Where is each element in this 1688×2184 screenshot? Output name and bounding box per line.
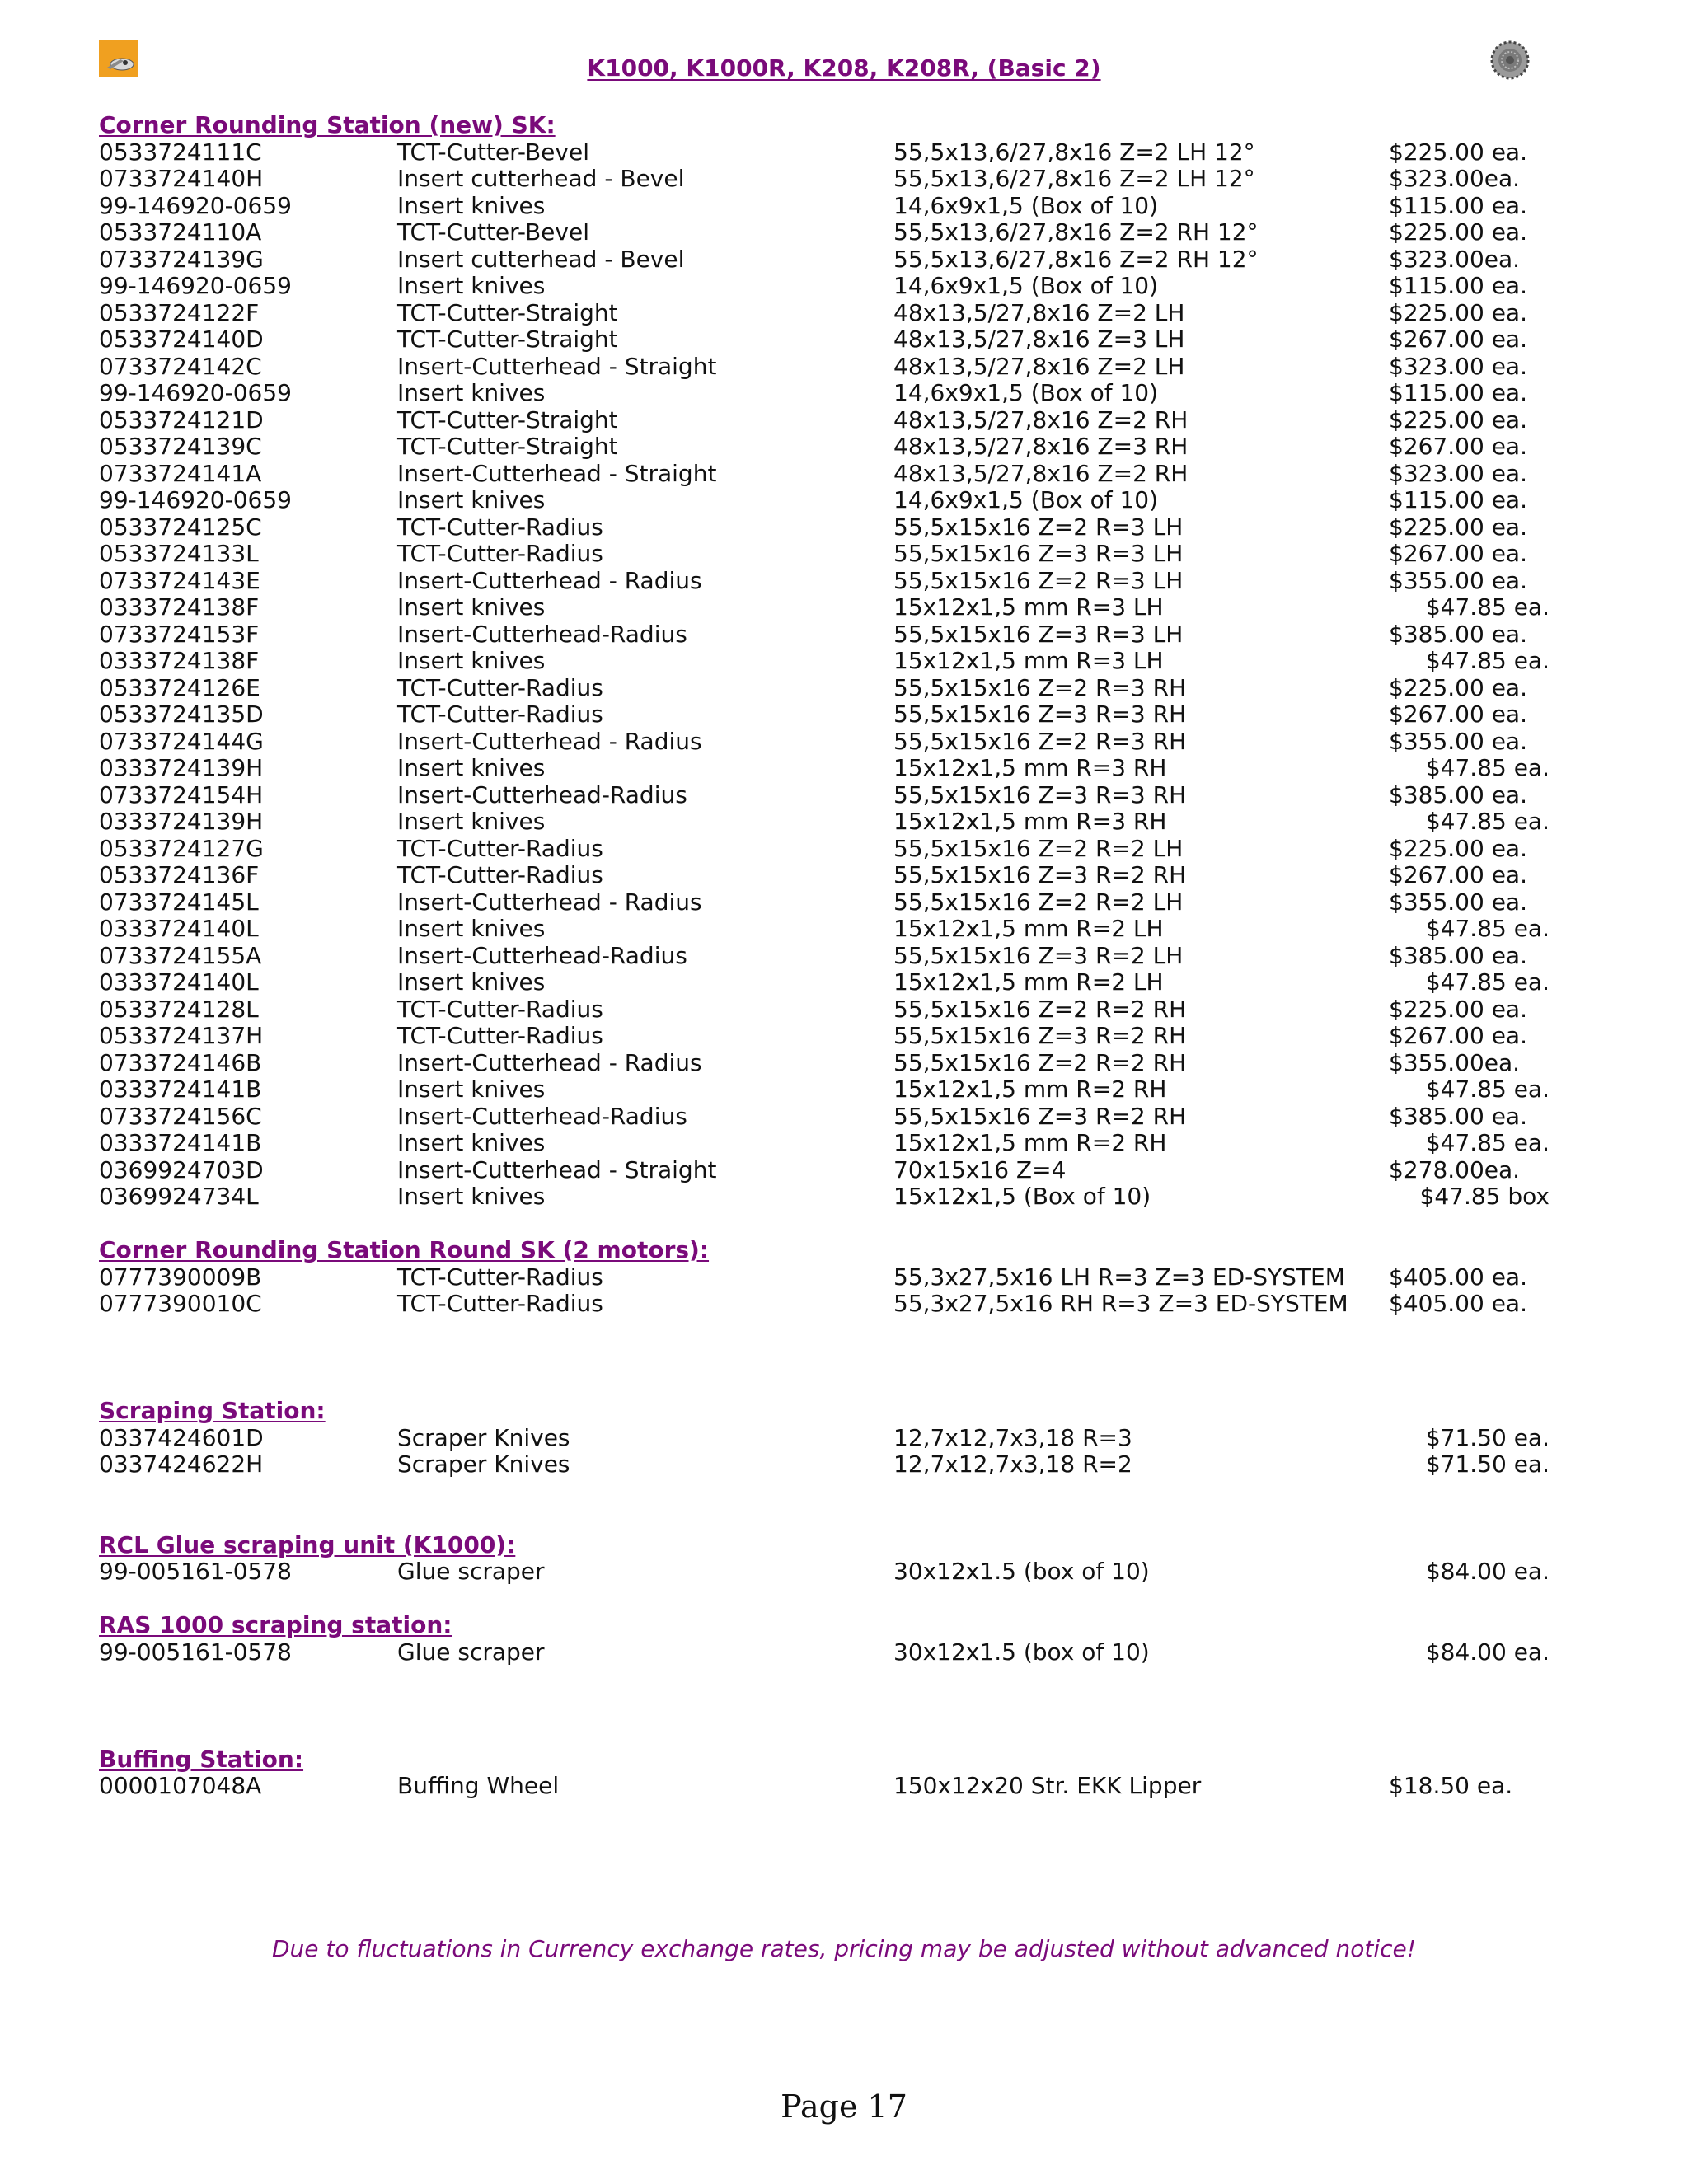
part-description: Insert-Cutterhead-Radius	[397, 620, 687, 648]
part-description: Insert-Cutterhead - Radius	[397, 888, 702, 916]
table-row	[99, 1157, 1591, 1184]
part-description: Insert-Cutterhead-Radius	[397, 780, 687, 808]
page-number: Page 17	[781, 2088, 907, 2125]
part-dimensions: 55,5x13,6/27,8x16 Z=2 RH 12°	[893, 245, 1259, 273]
part-description: Insert-Cutterhead-Radius	[397, 941, 687, 969]
part-description: Insert knives	[397, 379, 546, 406]
part-description: Insert knives	[397, 1129, 546, 1156]
table-row	[99, 808, 1591, 836]
table-row	[99, 1291, 1591, 1318]
part-dimensions: 55,5x15x16 Z=2 R=2 RH	[893, 1048, 1187, 1076]
part-number: 0733724139G	[99, 245, 264, 273]
part-dimensions: 55,5x15x16 Z=2 R=2 RH	[893, 995, 1187, 1023]
part-number: 0733724144G	[99, 727, 264, 755]
part-dimensions: 55,3x27,5x16 LH R=3 Z=3 ED-SYSTEM	[893, 1263, 1345, 1291]
part-dimensions: 15x12x1,5 mm R=2 LH	[893, 915, 1164, 942]
part-price: $47.85 ea.	[1425, 808, 1550, 835]
part-price: $225.00 ea.	[1389, 218, 1527, 246]
part-number: 0333724141B	[99, 1129, 262, 1156]
part-description: Insert-Cutterhead - Radius	[397, 727, 702, 755]
part-price: $385.00 ea.	[1389, 941, 1527, 969]
table-row	[99, 648, 1591, 675]
section	[99, 1398, 1591, 1479]
part-dimensions: 48x13,5/27,8x16 Z=2 LH	[893, 298, 1185, 326]
part-number: 0733724153F	[99, 620, 260, 648]
part-price: $225.00 ea.	[1389, 513, 1527, 541]
part-number: 0533724127G	[99, 834, 264, 862]
table-row	[99, 219, 1591, 246]
part-dimensions: 55,5x15x16 Z=2 R=2 LH	[893, 888, 1184, 916]
part-number: 0333724139H	[99, 754, 264, 781]
part-price: $355.00 ea.	[1389, 888, 1527, 916]
part-description: Insert cutterhead - Bevel	[397, 245, 685, 273]
part-dimensions: 14,6x9x1,5 (Box of 10)	[893, 191, 1159, 219]
part-dimensions: 48x13,5/27,8x16 Z=2 RH	[893, 405, 1189, 434]
part-description: Insert-Cutterhead - Radius	[397, 566, 702, 594]
part-number: 0533724133L	[99, 540, 259, 567]
table-row	[99, 1425, 1591, 1452]
part-description: TCT-Cutter-Straight	[397, 433, 618, 460]
part-number: 0533724128L	[99, 995, 259, 1023]
part-dimensions: 55,5x15x16 Z=3 R=3 RH	[893, 780, 1187, 808]
part-number: 0733724155A	[99, 941, 262, 969]
part-number: 0533724111C	[99, 138, 262, 166]
table-row	[99, 1183, 1591, 1211]
table-row	[99, 568, 1591, 595]
part-dimensions: 15x12x1,5 (Box of 10)	[893, 1183, 1151, 1210]
part-description: TCT-Cutter-Straight	[397, 326, 618, 353]
part-price: $405.00 ea.	[1389, 1263, 1527, 1291]
part-price: $225.00 ea.	[1389, 405, 1527, 434]
part-price: $47.85 ea.	[1425, 754, 1550, 781]
table-row	[99, 541, 1591, 568]
part-number: 0733724143E	[99, 566, 260, 594]
table-row	[99, 380, 1591, 407]
table-row	[99, 246, 1591, 274]
part-number: 0777390009B	[99, 1263, 262, 1291]
table-row	[99, 836, 1591, 863]
part-dimensions: 12,7x12,7x3,18 R=3	[893, 1423, 1132, 1451]
part-number: 0533724121D	[99, 405, 264, 434]
table-row	[99, 461, 1591, 488]
part-description: Insert knives	[397, 968, 546, 996]
part-number: 0337424601D	[99, 1423, 264, 1451]
table-row	[99, 273, 1591, 300]
spacer	[99, 1318, 1591, 1399]
part-dimensions: 15x12x1,5 mm R=3 RH	[893, 808, 1167, 835]
section-title: Scraping Station:	[99, 1397, 326, 1424]
part-price: $267.00 ea.	[1389, 861, 1527, 888]
part-dimensions: 15x12x1,5 mm R=2 LH	[893, 968, 1164, 996]
part-dimensions: 14,6x9x1,5 (Box of 10)	[893, 272, 1159, 299]
part-price: $84.00 ea.	[1425, 1558, 1550, 1585]
part-description: Insert-Cutterhead - Straight	[397, 459, 717, 487]
part-dimensions: 15x12x1,5 mm R=2 RH	[893, 1076, 1167, 1103]
part-number: 0369924703D	[99, 1155, 264, 1183]
table-row	[99, 862, 1591, 889]
table-row	[99, 407, 1591, 434]
table-row	[99, 996, 1591, 1024]
part-price: $323.00ea.	[1389, 165, 1521, 192]
part-price: $47.85 ea.	[1425, 1076, 1550, 1103]
part-number: 99-005161-0578	[99, 1638, 292, 1666]
part-dimensions: 15x12x1,5 mm R=3 RH	[893, 754, 1167, 781]
part-number: 0733724145L	[99, 888, 259, 916]
table-row	[99, 1023, 1591, 1050]
part-number: 0533724122F	[99, 298, 260, 326]
part-dimensions: 15x12x1,5 mm R=3 LH	[893, 593, 1164, 621]
part-dimensions: 55,5x15x16 Z=3 R=2 RH	[893, 861, 1187, 888]
part-number: 0533724125C	[99, 513, 262, 541]
part-dimensions: 55,5x15x16 Z=2 R=3 LH	[893, 566, 1184, 594]
part-dimensions: 55,5x15x16 Z=3 R=3 LH	[893, 540, 1184, 567]
table-row	[99, 193, 1591, 220]
part-description: Scraper Knives	[397, 1423, 570, 1451]
part-number: 0733724154H	[99, 780, 264, 808]
part-dimensions: 70x15x16 Z=4	[893, 1155, 1067, 1183]
part-description: TCT-Cutter-Radius	[397, 1263, 603, 1291]
part-description: TCT-Cutter-Radius	[397, 834, 603, 862]
part-dimensions: 55,5x15x16 Z=2 R=3 LH	[893, 513, 1184, 541]
part-number: 99-146920-0659	[99, 272, 292, 299]
part-price: $267.00 ea.	[1389, 433, 1527, 460]
part-dimensions: 48x13,5/27,8x16 Z=3 RH	[893, 433, 1189, 460]
part-number: 0333724138F	[99, 593, 260, 621]
part-price: $323.00 ea.	[1389, 352, 1527, 380]
part-dimensions: 55,5x15x16 Z=2 R=3 RH	[893, 673, 1187, 701]
part-description: TCT-Cutter-Bevel	[397, 138, 589, 166]
table-row	[99, 1639, 1591, 1666]
table-row	[99, 1050, 1591, 1077]
part-number: 0733724146B	[99, 1048, 262, 1076]
part-price: $355.00ea.	[1389, 1048, 1521, 1076]
section-title: Corner Rounding Station Round SK (2 motors):	[99, 1236, 710, 1263]
part-price: $385.00 ea.	[1389, 1102, 1527, 1130]
part-dimensions: 55,5x15x16 Z=3 R=2 RH	[893, 1022, 1187, 1049]
part-price: $225.00 ea.	[1389, 673, 1527, 701]
part-price: $84.00 ea.	[1425, 1638, 1550, 1666]
spacer	[99, 1479, 1591, 1532]
part-description: TCT-Cutter-Bevel	[397, 218, 589, 246]
part-description: Insert knives	[397, 272, 546, 299]
part-description: Insert knives	[397, 593, 546, 621]
section	[99, 1746, 1591, 1800]
part-price: $47.85 ea.	[1425, 647, 1550, 674]
part-dimensions: 55,5x13,6/27,8x16 Z=2 LH 12°	[893, 138, 1255, 166]
part-number: 0533724139C	[99, 433, 262, 460]
part-number: 0533724126E	[99, 673, 260, 701]
table-row	[99, 326, 1591, 354]
part-dimensions: 55,5x15x16 Z=3 R=2 LH	[893, 941, 1184, 969]
part-description: Glue scraper	[397, 1558, 545, 1585]
part-description: TCT-Cutter-Radius	[397, 540, 603, 567]
part-dimensions: 55,5x15x16 Z=3 R=3 RH	[893, 701, 1187, 728]
part-dimensions: 48x13,5/27,8x16 Z=2 RH	[893, 459, 1189, 487]
part-dimensions: 55,3x27,5x16 RH R=3 Z=3 ED-SYSTEM	[893, 1290, 1348, 1317]
part-number: 0777390010C	[99, 1290, 262, 1317]
part-price: $355.00 ea.	[1389, 566, 1527, 594]
part-number: 99-005161-0578	[99, 1558, 292, 1585]
table-row	[99, 1558, 1591, 1586]
part-description: Insert knives	[397, 191, 546, 219]
part-price: $47.85 ea.	[1425, 1129, 1550, 1156]
part-dimensions: 48x13,5/27,8x16 Z=3 LH	[893, 326, 1185, 353]
part-dimensions: 15x12x1,5 mm R=3 LH	[893, 647, 1164, 674]
part-description: Insert knives	[397, 1183, 546, 1210]
part-price: $355.00 ea.	[1389, 727, 1527, 755]
part-price: $267.00 ea.	[1389, 701, 1527, 728]
part-dimensions: 15x12x1,5 mm R=2 RH	[893, 1129, 1167, 1156]
table-row	[99, 1076, 1591, 1104]
part-description: Glue scraper	[397, 1638, 545, 1666]
table-row	[99, 889, 1591, 916]
part-number: 99-146920-0659	[99, 191, 292, 219]
part-price: $225.00 ea.	[1389, 995, 1527, 1023]
part-number: 0333724141B	[99, 1076, 262, 1103]
part-dimensions: 14,6x9x1,5 (Box of 10)	[893, 379, 1159, 406]
part-price: $385.00 ea.	[1389, 780, 1527, 808]
part-price: $18.50 ea.	[1389, 1772, 1513, 1799]
part-dimensions: 14,6x9x1,5 (Box of 10)	[893, 486, 1159, 513]
table-row	[99, 675, 1591, 702]
table-row	[99, 354, 1591, 381]
part-price: $385.00 ea.	[1389, 620, 1527, 648]
part-price: $405.00 ea.	[1389, 1290, 1527, 1317]
table-row	[99, 166, 1591, 193]
part-price: $47.85 box	[1419, 1183, 1550, 1210]
part-description: Insert cutterhead - Bevel	[397, 165, 685, 192]
table-row	[99, 1773, 1591, 1800]
part-description: Insert-Cutterhead - Straight	[397, 1155, 717, 1183]
table-row	[99, 782, 1591, 809]
part-price: $47.85 ea.	[1425, 915, 1550, 942]
part-dimensions: 48x13,5/27,8x16 Z=2 LH	[893, 352, 1185, 380]
part-price: $225.00 ea.	[1389, 138, 1527, 166]
part-description: Insert knives	[397, 647, 546, 674]
part-description: TCT-Cutter-Radius	[397, 513, 603, 541]
section	[99, 1612, 1591, 1666]
part-price: $267.00 ea.	[1389, 326, 1527, 353]
part-description: TCT-Cutter-Straight	[397, 405, 618, 434]
part-description: Insert knives	[397, 808, 546, 835]
part-dimensions: 55,5x15x16 Z=3 R=2 RH	[893, 1102, 1187, 1130]
part-description: Insert-Cutterhead-Radius	[397, 1102, 687, 1130]
part-number: 0333724140L	[99, 968, 259, 996]
part-price: $47.85 ea.	[1425, 593, 1550, 621]
part-dimensions: 55,5x13,6/27,8x16 Z=2 RH 12°	[893, 218, 1259, 246]
part-number: 0333724140L	[99, 915, 259, 942]
part-dimensions: 55,5x15x16 Z=3 R=3 LH	[893, 620, 1184, 648]
part-price: $323.00 ea.	[1389, 459, 1527, 487]
part-description: Insert-Cutterhead - Radius	[397, 1048, 702, 1076]
part-price: $278.00ea.	[1389, 1155, 1521, 1183]
pricing-notice: Due to fluctuations in Currency exchange rates, pricing may be adjusted without advanced notice!	[272, 1935, 1416, 1962]
section	[99, 1532, 1591, 1586]
part-dimensions: 12,7x12,7x3,18 R=2	[893, 1451, 1132, 1478]
part-price: $267.00 ea.	[1389, 1022, 1527, 1049]
part-dimensions: 55,5x13,6/27,8x16 Z=2 LH 12°	[893, 165, 1255, 192]
table-row	[99, 969, 1591, 996]
part-number: 0333724138F	[99, 647, 260, 674]
part-description: Insert-Cutterhead - Straight	[397, 352, 717, 380]
spacer	[99, 1666, 1591, 1746]
part-description: TCT-Cutter-Radius	[397, 1022, 603, 1049]
part-number: 0733724156C	[99, 1102, 262, 1130]
table-row	[99, 1104, 1591, 1131]
table-row	[99, 594, 1591, 621]
part-number: 99-146920-0659	[99, 379, 292, 406]
part-price: $115.00 ea.	[1389, 191, 1527, 219]
table-row	[99, 1451, 1591, 1479]
part-price: $47.85 ea.	[1425, 968, 1550, 996]
table-row	[99, 487, 1591, 514]
part-number: 0733724141A	[99, 459, 262, 487]
part-description: TCT-Cutter-Radius	[397, 701, 603, 728]
part-description: Buffing Wheel	[397, 1772, 560, 1799]
section	[99, 112, 1591, 1211]
part-number: 0337424622H	[99, 1451, 264, 1478]
part-description: TCT-Cutter-Straight	[397, 298, 618, 326]
part-number: 0333724139H	[99, 808, 264, 835]
section-title: Buffing Station:	[99, 1745, 304, 1773]
part-number: 0533724136F	[99, 861, 260, 888]
part-description: Insert knives	[397, 1076, 546, 1103]
part-number: 99-146920-0659	[99, 486, 292, 513]
part-description: TCT-Cutter-Radius	[397, 995, 603, 1023]
section-title: RCL Glue scraping unit (K1000):	[99, 1530, 516, 1558]
part-number: 0533724137H	[99, 1022, 264, 1049]
spacer	[99, 1586, 1591, 1613]
page-title: K1000, K1000R, K208, K208R, (Basic 2)	[587, 54, 1101, 82]
table-row	[99, 916, 1591, 943]
section	[99, 1237, 1591, 1318]
part-description: Insert knives	[397, 915, 546, 942]
price-list	[99, 112, 1591, 1800]
table-row	[99, 300, 1591, 327]
part-number: 0369924734L	[99, 1183, 259, 1210]
gear-wheel-icon	[1489, 40, 1531, 81]
table-row	[99, 1264, 1591, 1291]
table-row	[99, 943, 1591, 970]
part-number: 0533724140D	[99, 326, 264, 353]
table-row	[99, 434, 1591, 461]
part-price: $115.00 ea.	[1389, 272, 1527, 299]
part-description: Insert knives	[397, 486, 546, 513]
table-row	[99, 701, 1591, 729]
part-price: $267.00 ea.	[1389, 540, 1527, 567]
part-number: 0733724140H	[99, 165, 264, 192]
part-description: TCT-Cutter-Radius	[397, 673, 603, 701]
part-dimensions: 30x12x1.5 (box of 10)	[893, 1638, 1150, 1666]
part-number: 0533724110A	[99, 218, 262, 246]
part-description: TCT-Cutter-Radius	[397, 1290, 603, 1317]
part-price: $323.00ea.	[1389, 245, 1521, 273]
part-dimensions: 150x12x20 Str. EKK Lipper	[893, 1772, 1202, 1799]
part-description: Scraper Knives	[397, 1451, 570, 1478]
part-number: 0000107048A	[99, 1772, 262, 1799]
part-description: TCT-Cutter-Radius	[397, 861, 603, 888]
part-price: $225.00 ea.	[1389, 298, 1527, 326]
part-price: $71.50 ea.	[1425, 1451, 1550, 1478]
part-number: 0733724142C	[99, 352, 262, 380]
table-row	[99, 755, 1591, 782]
table-row	[99, 514, 1591, 541]
part-price: $71.50 ea.	[1425, 1423, 1550, 1451]
section-title: RAS 1000 scraping station:	[99, 1611, 452, 1638]
part-price: $115.00 ea.	[1389, 486, 1527, 513]
table-row	[99, 139, 1591, 166]
part-description: Insert knives	[397, 754, 546, 781]
table-row	[99, 1130, 1591, 1157]
section-title: Corner Rounding Station (new) SK:	[99, 111, 556, 138]
part-dimensions: 30x12x1.5 (box of 10)	[893, 1558, 1150, 1585]
part-price: $115.00 ea.	[1389, 379, 1527, 406]
spacer	[99, 1211, 1591, 1238]
table-row	[99, 621, 1591, 649]
part-dimensions: 55,5x15x16 Z=2 R=3 RH	[893, 727, 1187, 755]
part-number: 0533724135D	[99, 701, 264, 728]
part-dimensions: 55,5x15x16 Z=2 R=2 LH	[893, 834, 1184, 862]
part-price: $225.00 ea.	[1389, 834, 1527, 862]
table-row	[99, 729, 1591, 756]
